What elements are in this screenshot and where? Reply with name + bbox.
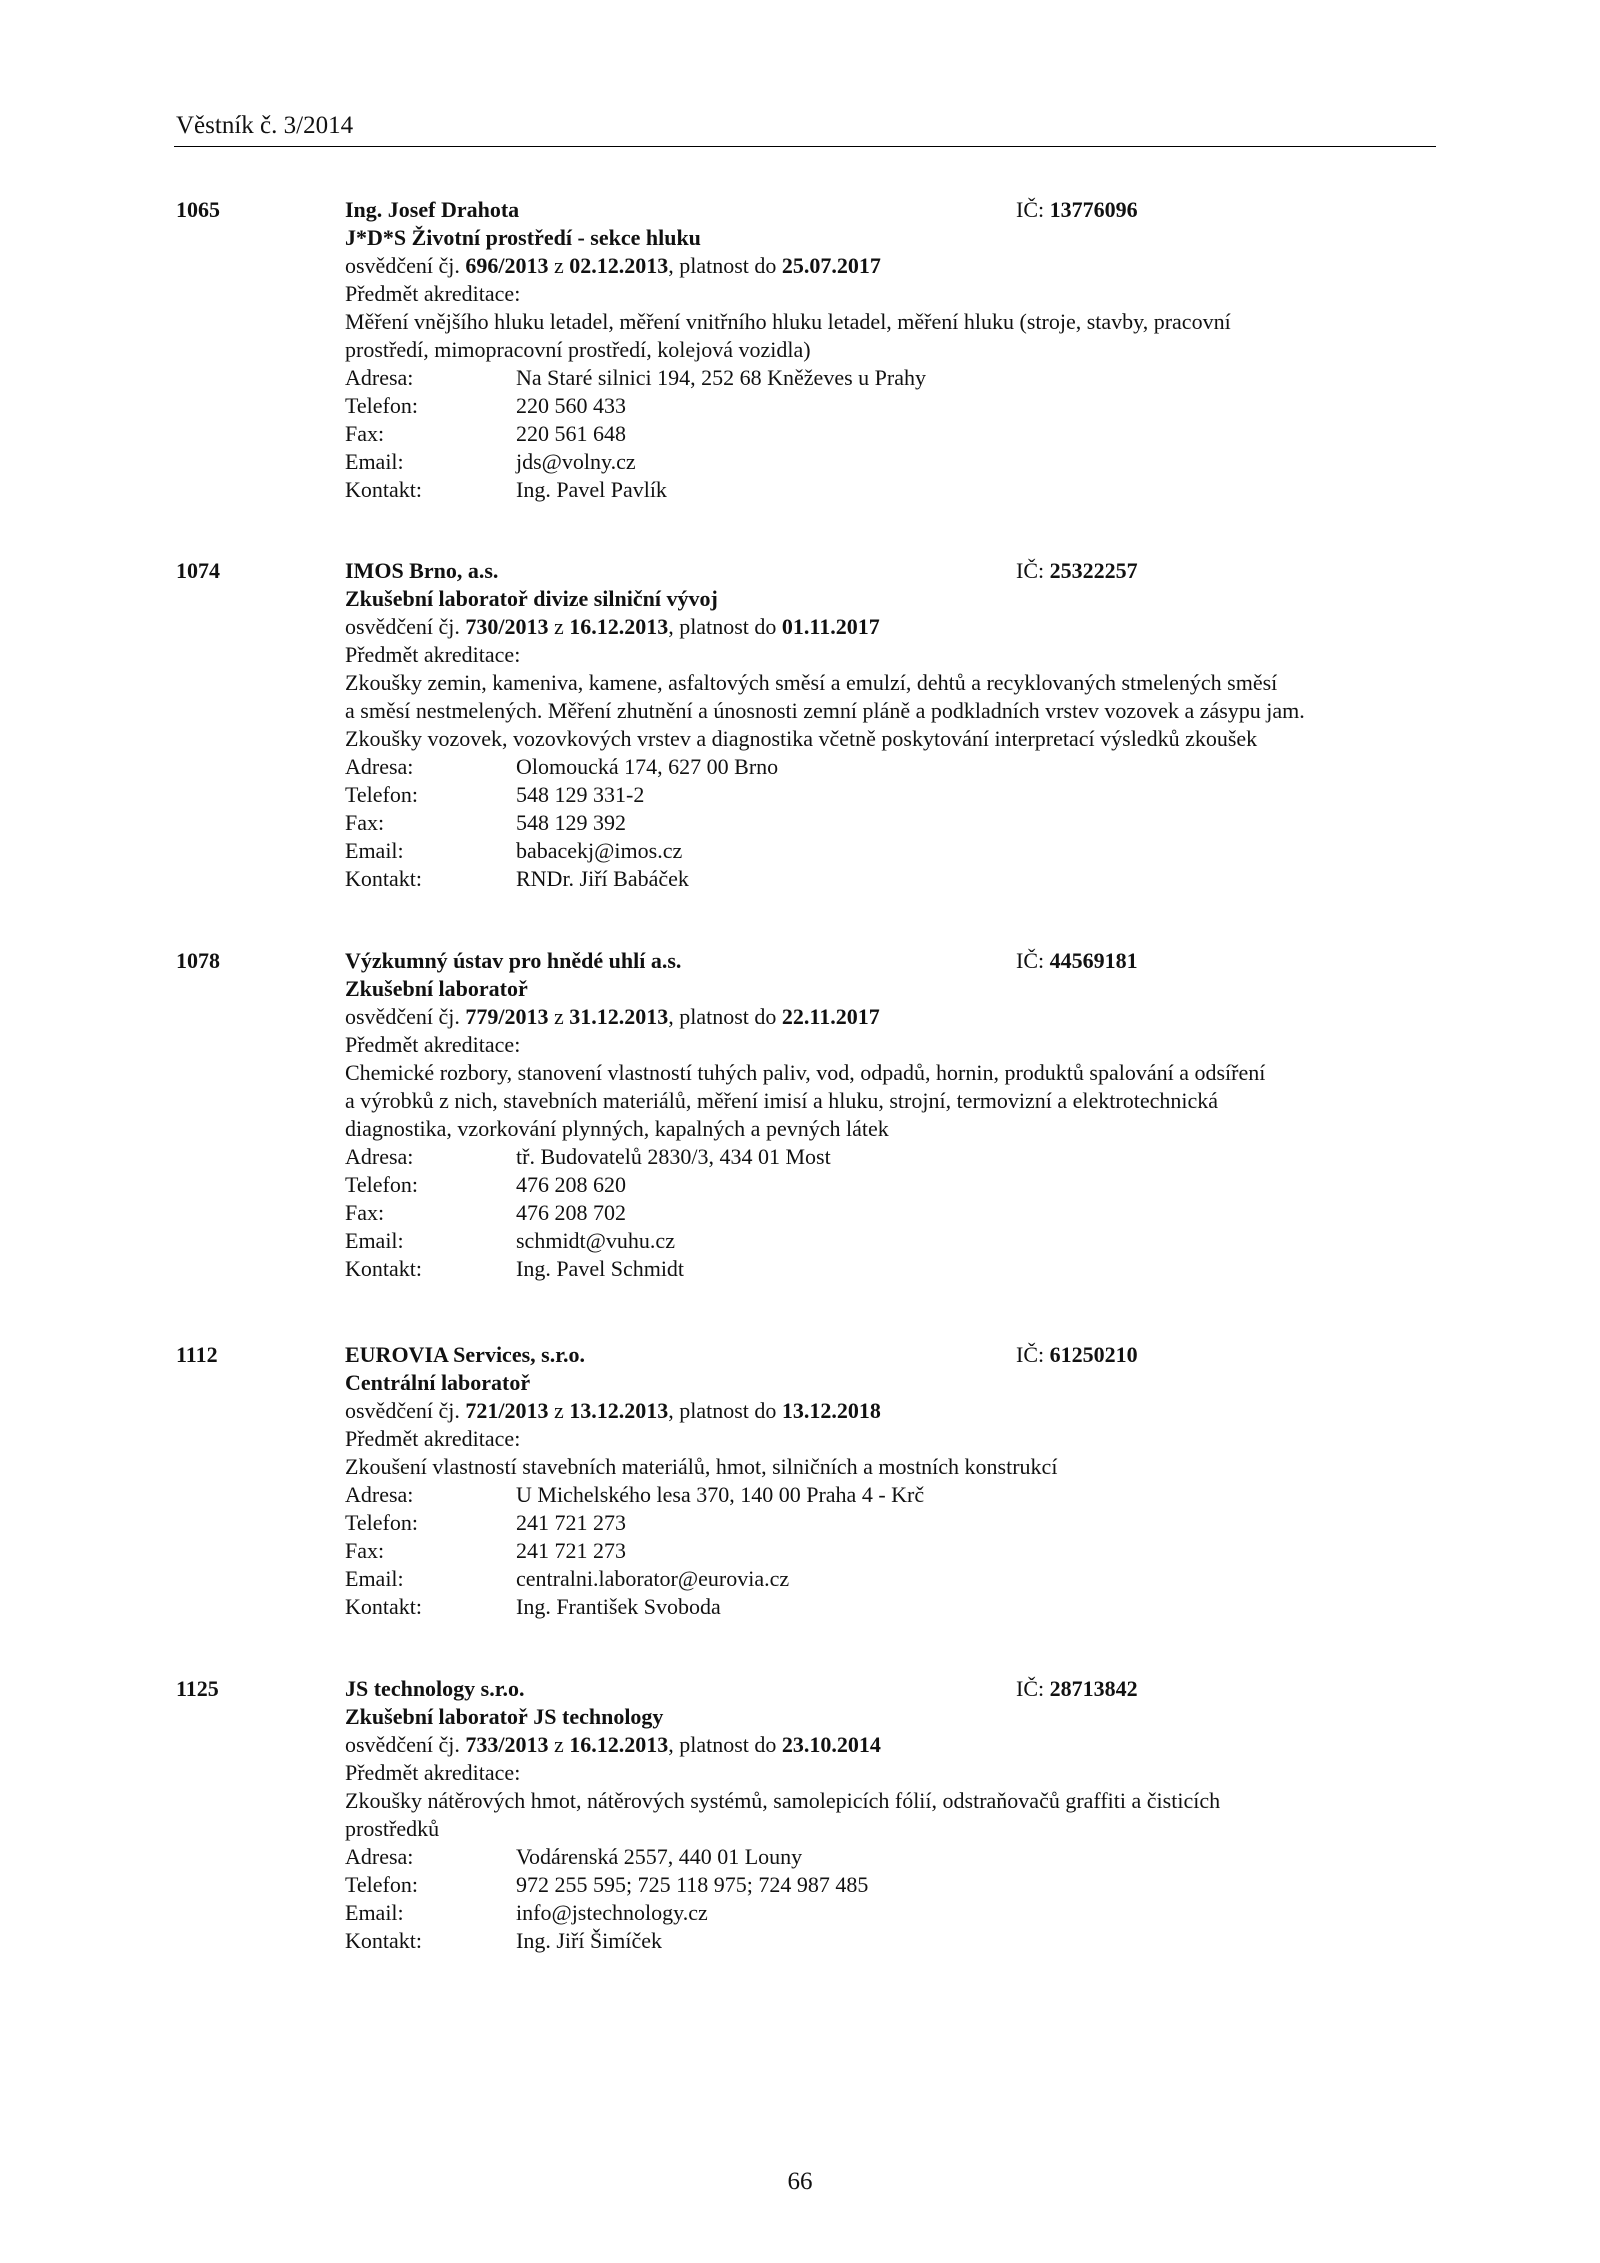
ic-label: IČ: (1016, 197, 1050, 222)
entry-name: EUROVIA Services, s.r.o. (345, 1342, 585, 1367)
entry-lab: J*D*S Životní prostředí - sekce hluku (345, 225, 701, 250)
phone-row: Telefon: 548 129 331-2 (345, 782, 645, 807)
entry-name: JS technology s.r.o. (345, 1676, 525, 1701)
entry-lab: Zkušební laboratoř divize silniční vývoj (345, 586, 718, 611)
email-value: jds@volny.cz (516, 449, 636, 474)
fax-value: 548 129 392 (516, 810, 626, 835)
cert-valid-until: 01.11.2017 (781, 614, 880, 639)
contact-value: Ing. Pavel Pavlík (516, 477, 667, 502)
phone-value: 548 129 331-2 (516, 782, 645, 807)
email-row: Email: babacekj@imos.cz (345, 838, 683, 863)
subject-line: Zkoušky vozovek, vozovkových vrstev a diagnostika včetně poskytování interpretací výsledků zkoušek (345, 726, 1258, 751)
ic-label: IČ: (1016, 558, 1050, 583)
contact-value: RNDr. Jiří Babáček (516, 866, 689, 891)
subject-line: Chemické rozbory, stanovení vlastností tuhých paliv, vod, odpadů, hornin, produktů spalování a odsíření (345, 1060, 1266, 1085)
address-value: tř. Budovatelů 2830/3, 434 01 Most (516, 1144, 831, 1169)
ic-label: IČ: (1016, 948, 1050, 973)
contact-value: Ing. Jiří Šimíček (516, 1928, 663, 1953)
address-row: Adresa: Olomoucká 174, 627 00 Brno (345, 754, 779, 779)
entry-name: IMOS Brno, a.s. (345, 558, 499, 583)
email-row: Email: info@jstechnology.cz (345, 1900, 708, 1925)
subject-line: prostředí, mimopracovní prostředí, kolejová vozidla) (345, 337, 811, 362)
entry-certificate: osvědčení čj. 779/2013 z 31.12.2013, platnost do 22.11.2017 (345, 1004, 880, 1029)
ic-value: 44569181 (1049, 948, 1138, 973)
subject-line: diagnostika, vzorkování plynných, kapalných a pevných látek (345, 1116, 889, 1141)
cert-number: 733/2013 (465, 1732, 549, 1757)
fax-value: 220 561 648 (516, 421, 626, 446)
cert-date: 13.12.2013 (569, 1398, 669, 1423)
cert-number: 779/2013 (465, 1004, 549, 1029)
phone-value: 476 208 620 (516, 1172, 626, 1197)
entry-number: 1074 (176, 558, 220, 583)
subject-line: Zkoušky nátěrových hmot, nátěrových systémů, samolepicích fólií, odstraňovačů graffiti a čisticích (345, 1788, 1221, 1813)
phone-row: Telefon: 241 721 273 (345, 1510, 626, 1535)
cert-valid-until: 23.10.2014 (781, 1732, 881, 1757)
fax-value: 476 208 702 (516, 1200, 626, 1225)
address-value: Olomoucká 174, 627 00 Brno (516, 754, 779, 779)
entry-name: Ing. Josef Drahota (345, 197, 520, 222)
fax-row: Fax: 476 208 702 (345, 1200, 626, 1225)
contact-row: Kontakt: RNDr. Jiří Babáček (345, 866, 689, 891)
phone-value: 220 560 433 (516, 393, 626, 418)
address-row: Adresa: U Michelského lesa 370, 140 00 Praha 4 - Krč (345, 1482, 925, 1507)
email-value: info@jstechnology.cz (516, 1900, 708, 1925)
email-value: centralni.laborator@eurovia.cz (516, 1566, 790, 1591)
cert-date: 31.12.2013 (569, 1004, 669, 1029)
contact-row: Kontakt: Ing. Jiří Šimíček (345, 1928, 663, 1953)
subject-line: Zkoušení vlastností stavebních materiálů, hmot, silničních a mostních konstrukcí (345, 1454, 1058, 1479)
subject-label: Předmět akreditace: (345, 642, 521, 667)
cert-number: 721/2013 (465, 1398, 549, 1423)
subject-label: Předmět akreditace: (345, 1032, 521, 1057)
phone-value: 241 721 273 (516, 1510, 626, 1535)
entry-certificate: osvědčení čj. 696/2013 z 02.12.2013, platnost do 25.07.2017 (345, 253, 881, 278)
address-row: Adresa: Na Staré silnici 194, 252 68 Kněževes u Prahy (345, 365, 926, 390)
entry-certificate: osvědčení čj. 721/2013 z 13.12.2013, platnost do 13.12.2018 (345, 1398, 881, 1423)
ic-value: 28713842 (1049, 1676, 1138, 1701)
ic-value: 13776096 (1049, 197, 1138, 222)
email-row: Email: schmidt@vuhu.cz (345, 1228, 675, 1253)
email-row: Email: centralni.laborator@eurovia.cz (345, 1566, 790, 1591)
address-row: Adresa: tř. Budovatelů 2830/3, 434 01 Most (345, 1144, 831, 1169)
contact-row: Kontakt: Ing. František Svoboda (345, 1594, 721, 1619)
cert-date: 16.12.2013 (569, 1732, 669, 1757)
entry-certificate: osvědčení čj. 730/2013 z 16.12.2013, platnost do 01.11.2017 (345, 614, 880, 639)
fax-row: Fax: 220 561 648 (345, 421, 626, 446)
cert-valid-until: 13.12.2018 (781, 1398, 881, 1423)
subject-label: Předmět akreditace: (345, 1760, 521, 1785)
email-row: Email: jds@volny.cz (345, 449, 636, 474)
cert-valid-until: 22.11.2017 (781, 1004, 880, 1029)
fax-row: Fax: 548 129 392 (345, 810, 626, 835)
cert-number: 730/2013 (465, 614, 549, 639)
email-value: babacekj@imos.cz (516, 838, 683, 863)
cert-number: 696/2013 (465, 253, 549, 278)
contact-row: Kontakt: Ing. Pavel Pavlík (345, 477, 667, 502)
subject-line: prostředků (345, 1816, 440, 1841)
entry-lab: Centrální laboratoř (345, 1370, 531, 1395)
entry-lab: Zkušební laboratoř JS technology (345, 1704, 664, 1729)
fax-row: Fax: 241 721 273 (345, 1538, 626, 1563)
email-value: schmidt@vuhu.cz (516, 1228, 675, 1253)
subject-line: Měření vnějšího hluku letadel, měření vnitřního hluku letadel, měření hluku (stroje, stavby, pracovní (345, 309, 1231, 334)
address-value: U Michelského lesa 370, 140 00 Praha 4 - Krč (516, 1482, 925, 1507)
phone-row: Telefon: 972 255 595; 725 118 975; 724 987 485 (345, 1872, 869, 1897)
contact-value: Ing. František Svoboda (516, 1594, 721, 1619)
subject-line: a výrobků z nich, stavebních materiálů, měření imisí a hluku, strojní, termovizní a elektrotechnická (345, 1088, 1219, 1113)
cert-date: 02.12.2013 (569, 253, 669, 278)
entry-name: Výzkumný ústav pro hnědé uhlí a.s. (345, 948, 682, 973)
subject-label: Předmět akreditace: (345, 1426, 521, 1451)
ic-value: 61250210 (1049, 1342, 1138, 1367)
cert-date: 16.12.2013 (569, 614, 669, 639)
ic-label: IČ: (1016, 1342, 1050, 1367)
entry-lab: Zkušební laboratoř (345, 976, 528, 1001)
subject-line: a směsí nestmelených. Měření zhutnění a únosnosti zemní pláně a podkladních vrstev vozovek a zásypu jam. (345, 698, 1305, 723)
cert-valid-until: 25.07.2017 (781, 253, 881, 278)
entry-number: 1125 (176, 1676, 219, 1701)
phone-row: Telefon: 220 560 433 (345, 393, 626, 418)
page-header-title: Věstník č. 3/2014 (176, 112, 354, 139)
contact-value: Ing. Pavel Schmidt (516, 1256, 685, 1281)
ic-value: 25322257 (1049, 558, 1138, 583)
entry-certificate: osvědčení čj. 733/2013 z 16.12.2013, platnost do 23.10.2014 (345, 1732, 881, 1757)
subject-line: Zkoušky zemin, kameniva, kamene, asfaltových směsí a emulzí, dehtů a recyklovaných stmelených směsí (345, 670, 1278, 695)
subject-label: Předmět akreditace: (345, 281, 521, 306)
phone-row: Telefon: 476 208 620 (345, 1172, 626, 1197)
ic-label: IČ: (1016, 1676, 1050, 1701)
address-value: Na Staré silnici 194, 252 68 Kněževes u Prahy (516, 365, 926, 390)
header-divider (174, 146, 1436, 147)
entry-number: 1065 (176, 197, 220, 222)
address-value: Vodárenská 2557, 440 01 Louny (516, 1844, 803, 1869)
fax-value: 241 721 273 (516, 1538, 626, 1563)
address-row: Adresa: Vodárenská 2557, 440 01 Louny (345, 1844, 803, 1869)
entry-number: 1078 (176, 948, 220, 973)
contact-row: Kontakt: Ing. Pavel Schmidt (345, 1256, 685, 1281)
phone-value: 972 255 595; 725 118 975; 724 987 485 (516, 1872, 869, 1897)
page-number: 66 (787, 2168, 813, 2195)
entry-number: 1112 (176, 1342, 218, 1367)
